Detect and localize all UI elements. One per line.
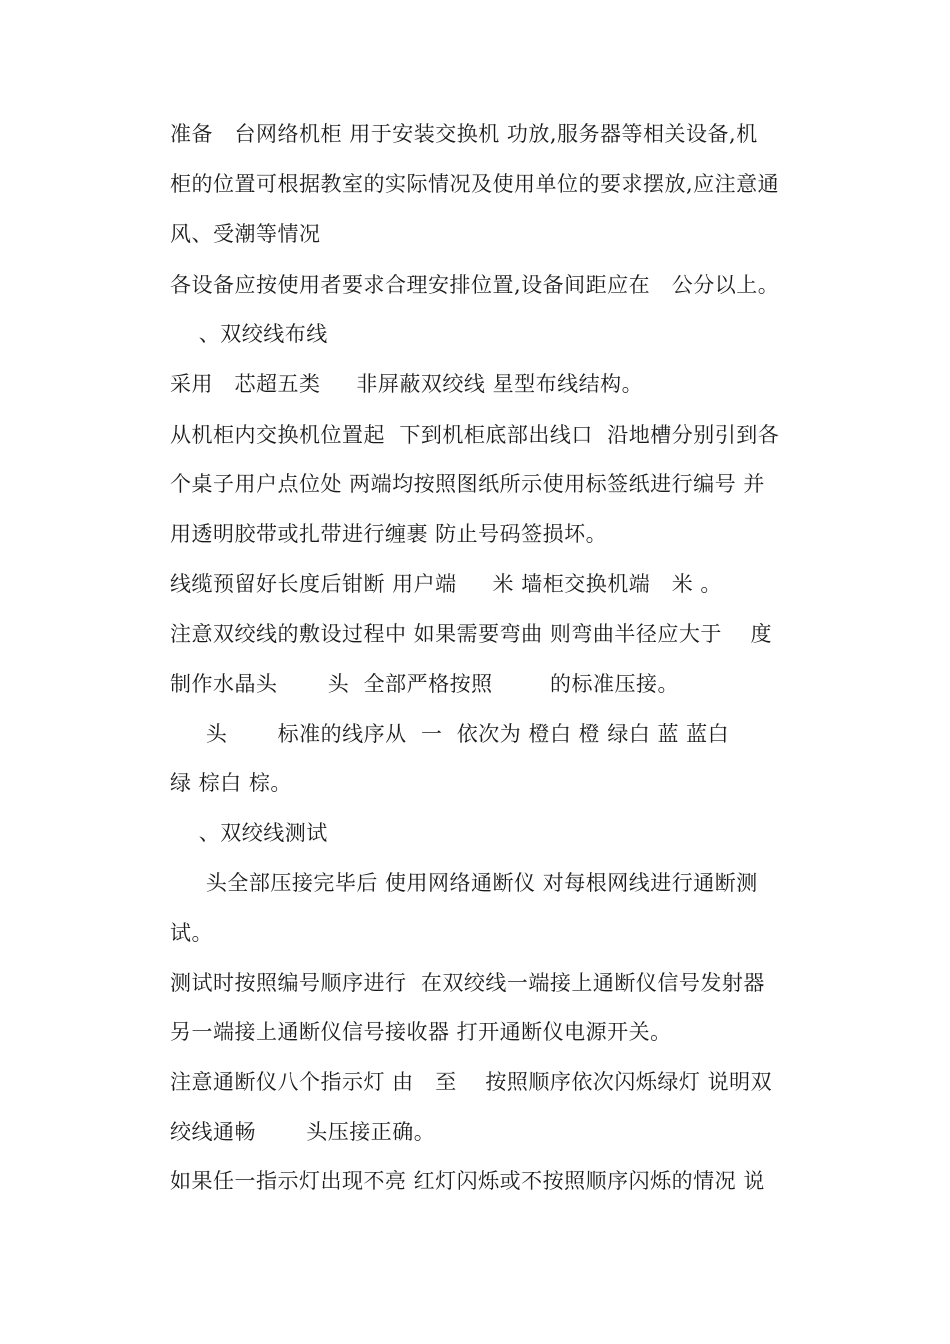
text-line: 注意双绞线的敷设过程中 如果需要弯曲 则弯曲半径应大于 度 <box>170 622 773 646</box>
text-line: 柜的位置可根据教室的实际情况及使用单位的要求摆放,应注意通 <box>170 172 780 196</box>
text-line: 制作水晶头 头 全部严格按照 的标准压接。 <box>170 672 679 696</box>
text-line: 如果任一指示灯出现不亮 红灯闪烁或不按照顺序闪烁的情况 说 <box>170 1169 765 1193</box>
text-line: 风、受潮等情况 <box>170 222 321 246</box>
text-line: 准备 台网络机柜 用于安装交换机 功放,服务器等相关设备,机 <box>170 122 758 146</box>
section-heading: 、双绞线测试 <box>170 821 328 845</box>
text-line: 采用 芯超五类 非屏蔽双绞线 星型布线结构。 <box>170 372 644 396</box>
text-line: 线缆预留好长度后钳断 用户端 米 墙柜交换机端 米 。 <box>170 572 722 596</box>
text-line: 注意通断仪八个指示灯 由 至 按照顺序依次闪烁绿灯 说明双 <box>170 1070 773 1094</box>
text-line: 个桌子用户点位处 两端均按照图纸所示使用标签纸进行编号 并 <box>170 472 765 496</box>
text-line: 另一端接上通断仪信号接收器 打开通断仪电源开关。 <box>170 1020 672 1044</box>
section-heading: 、双绞线布线 <box>170 322 328 346</box>
text-line: 试。 <box>170 921 213 945</box>
text-line: 用透明胶带或扎带进行缠裹 防止号码签损坏。 <box>170 522 608 546</box>
text-line: 绞线通畅 头压接正确。 <box>170 1120 436 1144</box>
text-line: 从机柜内交换机位置起 下到机柜底部出线口 沿地槽分别引到各 <box>170 423 780 447</box>
text-line: 头全部压接完毕后 使用网络通断仪 对每根网线进行通断测 <box>170 871 758 895</box>
text-line: 绿 棕白 棕。 <box>170 771 292 795</box>
text-line: 各设备应按使用者要求合理安排位置,设备间距应在 公分以上。 <box>170 273 780 297</box>
text-line: 头 标准的线序从 一 依次为 橙白 橙 绿白 蓝 蓝白 <box>170 722 730 746</box>
text-line: 测试时按照编号顺序进行 在双绞线一端接上通断仪信号发射器 <box>170 971 765 995</box>
